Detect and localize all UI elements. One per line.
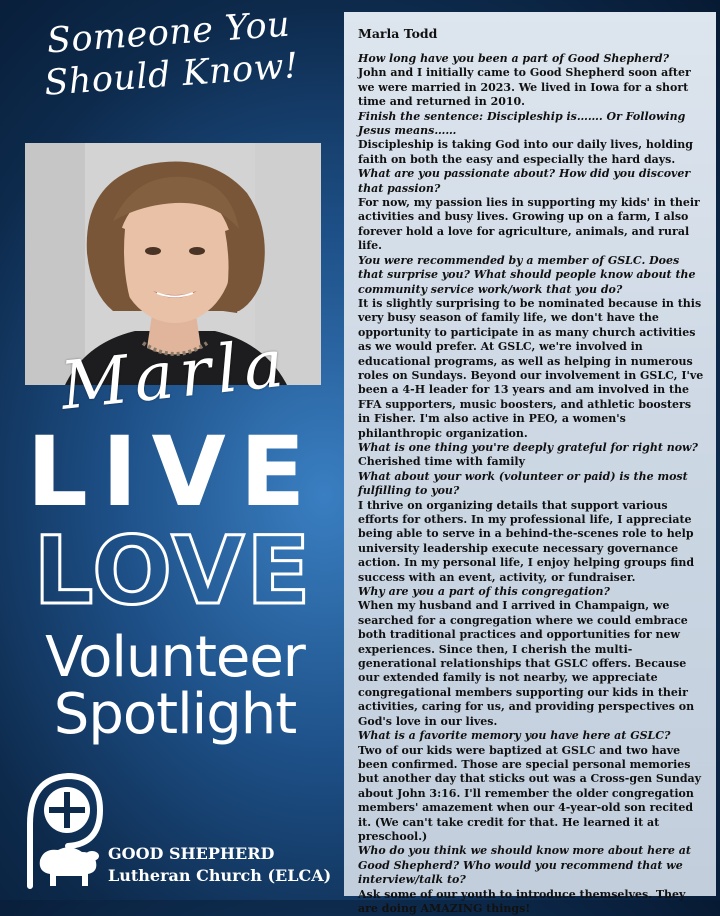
answer: It is slightly surprising to be nominated because in this very busy season of family life, we don't have the opportunity to participate in as many church activities as we would prefer. At GSLC, we're involved in educational programs, as well as helping in numerous roles on Sundays. Beyond our involvement in GSLC, I've been a 4-H leader for 13 years and am involved in the FFA supporters, music boosters, and athletic boosters in Fisher. I'm also active in PEO, a women's philanthropic organization.	[358, 296, 704, 440]
question: Who do you think we should know more about here at Good Shepherd? Who would you recommend that we interview/talk to?	[358, 844, 691, 887]
church-name	[108, 843, 340, 887]
header-title	[17, 2, 322, 107]
live-heading: LIVE	[26, 416, 320, 528]
church-logo	[12, 764, 104, 888]
answer: Two of our kids were baptized at GSLC and two have been confirmed. Those are special personal memories but another day that sticks out was a Cross-gen Sunday about John 3:16. I'll remember the older congregation members' amazement when our 4-year-old son recited it. (We can't take credit for that. He learned it at preschool.)	[358, 743, 702, 843]
interview-panel	[344, 12, 716, 915]
header-line-2: Should Know!	[43, 46, 300, 104]
church-name-line-2: Lutheran Church (ELCA)	[108, 866, 332, 885]
question: What are you passionate about? How did you discover that passion?	[358, 167, 691, 195]
question: What is a favorite memory you have here at GSLC?	[358, 729, 671, 743]
question: Why are you a part of this congregation?	[358, 585, 610, 599]
answer: Discipleship is taking God into our daily lives, holding faith on both the easy and especially the hard days.	[358, 138, 693, 166]
answer: Cherished time with family	[358, 455, 525, 469]
question: Finish the sentence: Discipleship is……. Or Following Jesus means……	[358, 109, 686, 138]
interviewee-name: Marla Todd	[358, 26, 438, 41]
qa-list	[358, 52, 704, 916]
answer: I thrive on organizing details that support various efforts for others. In my professional life, I appreciate being able to serve in a behind-the-scenes role to help university leadership execute necessary governance action. In my personal life, I enjoy helping groups find success with an event, activity, or fundraiser.	[358, 498, 695, 584]
header-line-1: Someone You	[45, 4, 292, 62]
answer: Ask some of our youth to introduce themselves. They are doing AMAZING things!	[358, 887, 686, 915]
left-column	[0, 0, 338, 900]
spotlight-heading: Spotlight	[53, 682, 297, 747]
question: What about your work (volunteer or paid) is the most fulfilling to you?	[358, 469, 688, 498]
love-heading: LOVE	[33, 517, 313, 626]
answer: For now, my passion lies in supporting my kids' in their activities and busy lives. Growing up on a farm, I also forever hold a love for agriculture, animals, and rural life.	[358, 196, 700, 253]
answer: When my husband and I arrived in Champaign, we searched for a congregation where we could embrace both traditional practices and opportunities for new experiences. Since then, I cherish the multi-generational relationships that GSLC offers. Because our extended family is not nearby, we appreciate congregational members supporting our kids in their activities, caring for us, and providing perspectives on God's love in our lives.	[358, 599, 695, 728]
cross-lamb-icon	[12, 764, 104, 888]
answer: John and I initially came to Good Shepherd soon after we were married in 2023. We lived in Iowa for a short time and returned in 2010.	[358, 66, 691, 109]
question: How long have you been a part of Good Shepherd?	[358, 52, 670, 65]
question: You were recommended by a member of GSLC. Does that surprise you? What should people know about the community service work/work that you do?	[358, 253, 696, 296]
name-script: Marla	[57, 324, 293, 425]
volunteer-heading: Volunteer	[45, 625, 305, 690]
church-name-line-1: GOOD SHEPHERD	[108, 844, 275, 863]
question: What is one thing you're deeply grateful for right now?	[358, 440, 698, 454]
